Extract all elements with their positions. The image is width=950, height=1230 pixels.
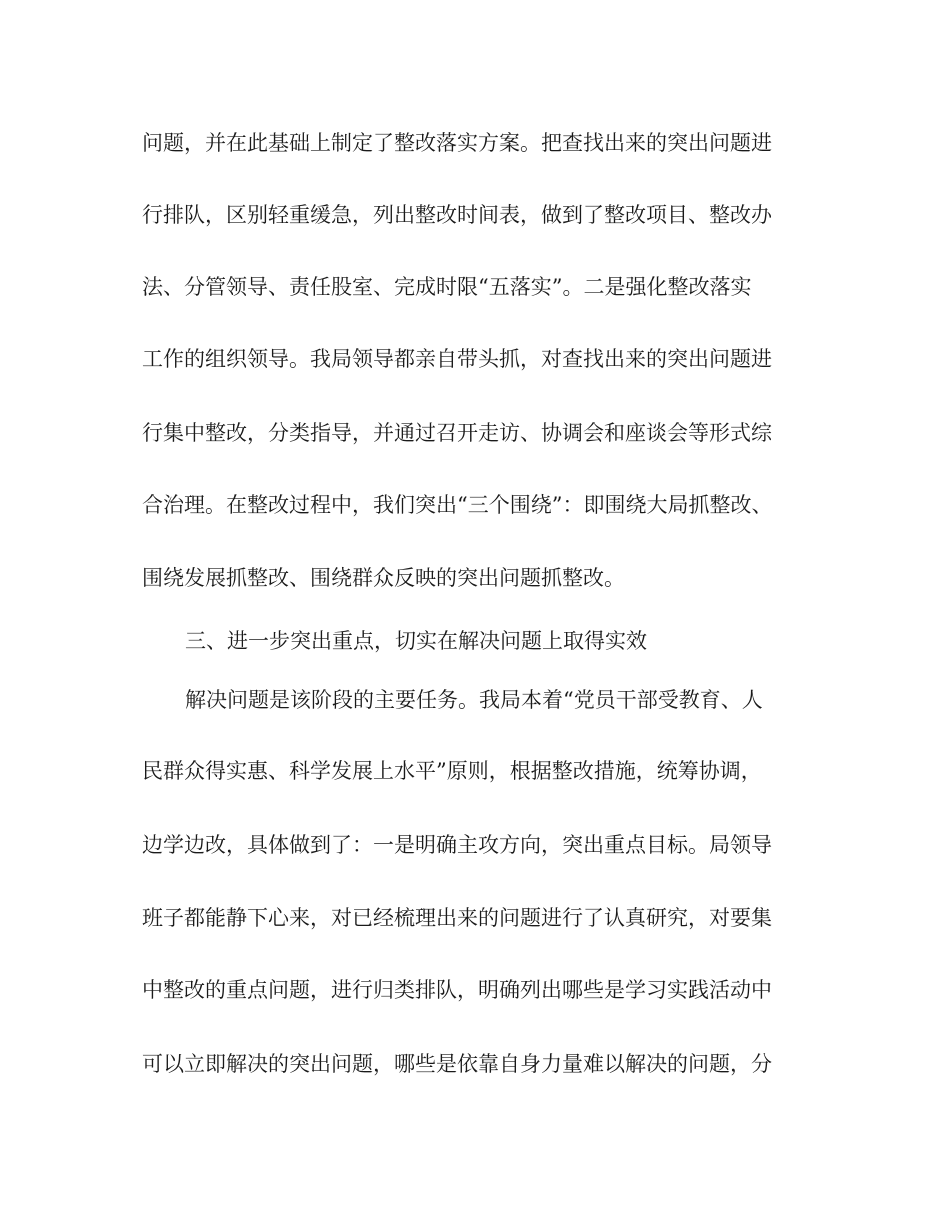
paragraph-line: 解决问题是该阶段的主要任务。我局本着“党员干部受教育、人 bbox=[185, 688, 763, 712]
paragraph-line: 法、分管领导、责任股室、完成时限“五落实”。二是强化整改落实 bbox=[142, 275, 752, 299]
paragraph-line: 问题，并在此基础上制定了整改落实方案。把查找出来的突出问题进 bbox=[142, 131, 772, 155]
paragraph-line: 班子都能静下心来，对已经梳理出来的问题进行了认真研究，对要集 bbox=[142, 906, 772, 930]
paragraph-line: 边学边改，具体做到了：一是明确主攻方向，突出重点目标。局领导 bbox=[142, 833, 772, 857]
paragraph-line: 可以立即解决的突出问题，哪些是依靠自身力量难以解决的问题，分 bbox=[142, 1052, 772, 1076]
paragraph-line: 合治理。在整改过程中，我们突出“三个围绕”：即围绕大局抓整改、 bbox=[142, 493, 773, 517]
paragraph-line: 工作的组织领导。我局领导都亲自带头抓，对查找出来的突出问题进 bbox=[142, 347, 772, 371]
paragraph-line: 行集中整改，分类指导，并通过召开走访、协调会和座谈会等形式综 bbox=[142, 421, 772, 445]
section-heading: 三、进一步突出重点，切实在解决问题上取得实效 bbox=[185, 629, 647, 653]
paragraph-line: 民群众得实惠、科学发展上水平”原则，根据整改措施，统筹协调， bbox=[142, 759, 762, 783]
paragraph-line: 行排队，区别轻重缓急，列出整改时间表，做到了整改项目、整改办 bbox=[142, 203, 772, 227]
paragraph-line: 中整改的重点问题，进行归类排队，明确列出哪些是学习实践活动中 bbox=[142, 978, 772, 1002]
paragraph-line: 围绕发展抓整改、围绕群众反映的突出问题抓整改。 bbox=[142, 566, 625, 590]
